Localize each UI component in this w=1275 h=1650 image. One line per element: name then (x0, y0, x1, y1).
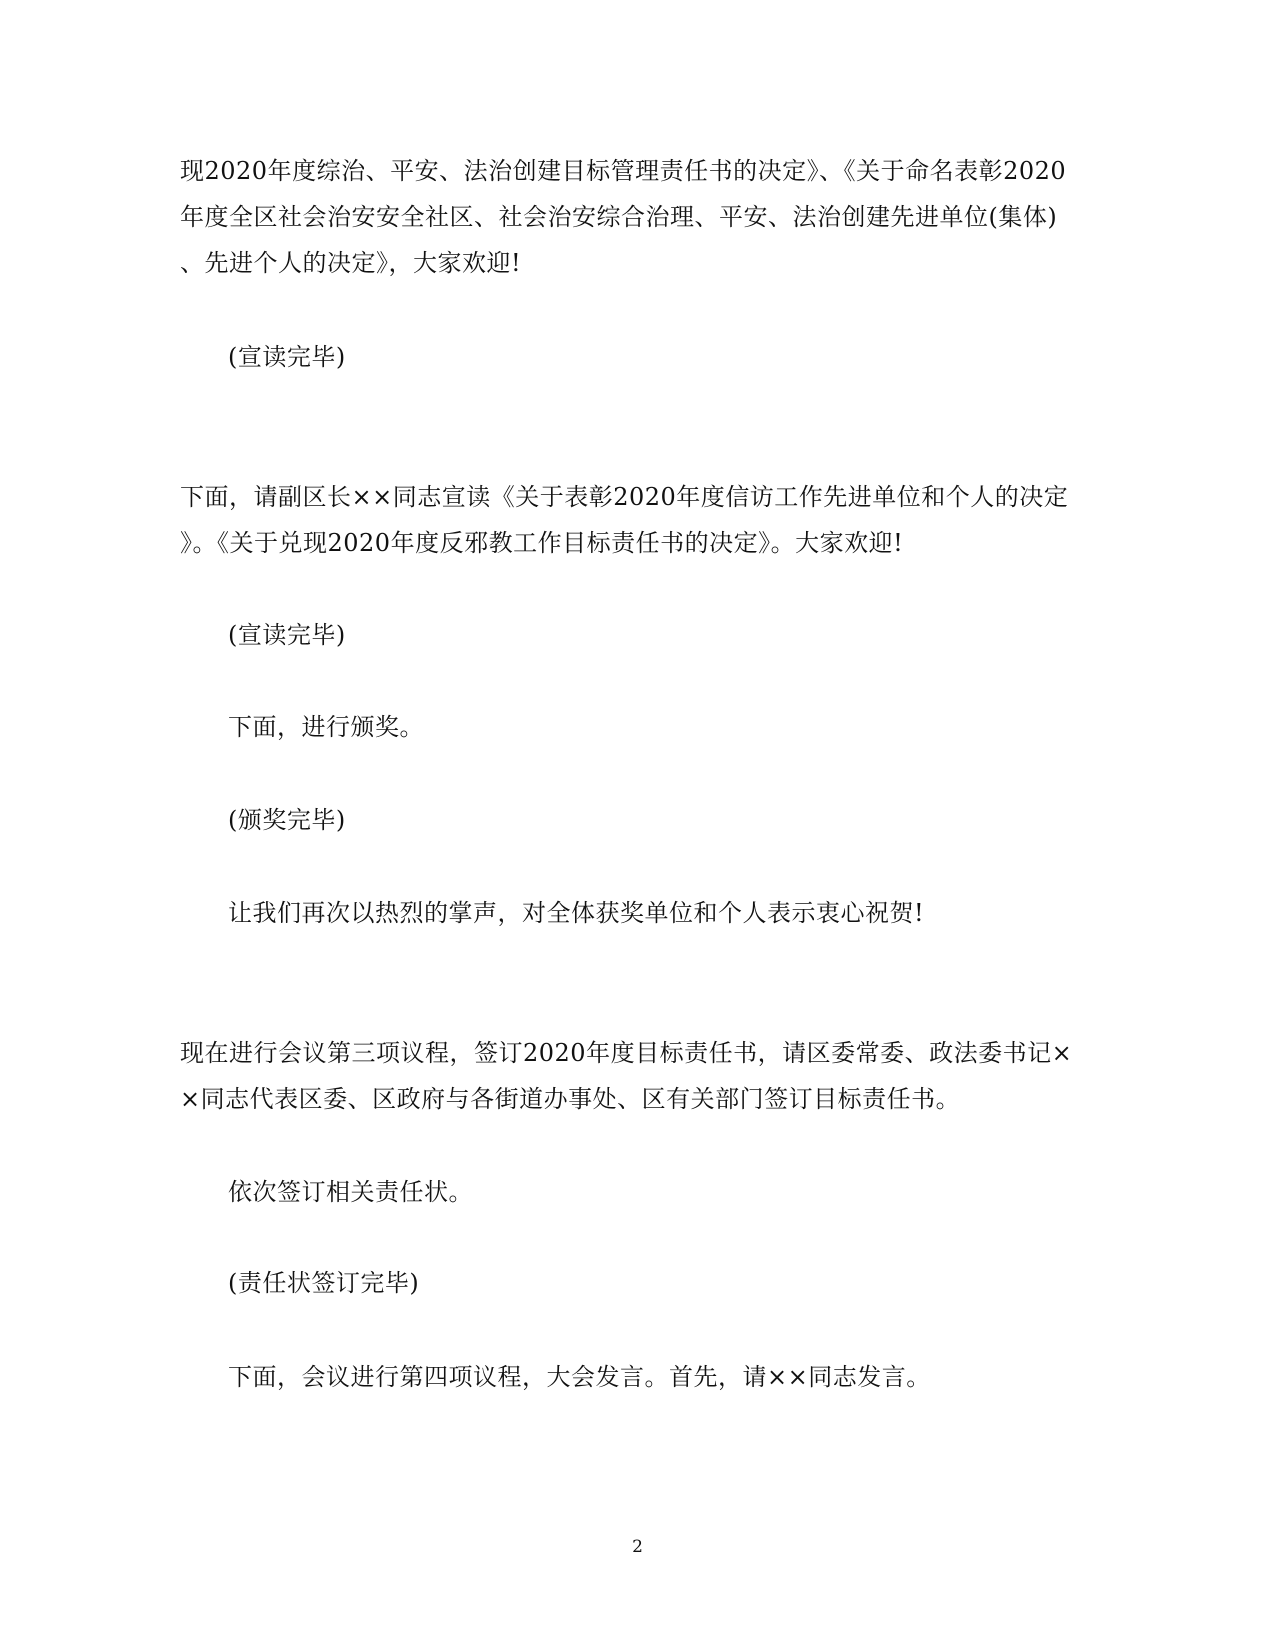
paragraph-3-line-2: 》。《关于兑现2020年度反邪教工作目标责任书的决定》。大家欢迎! (180, 529, 904, 557)
paragraph-4-line-1: (宣读完毕) (228, 621, 346, 649)
paragraph-1-line-2: 年度全区社会治安安全社区、社会治安综合治理、平安、法治创建先进单位(集体) (180, 203, 1058, 231)
paragraph-9-line-1: 依次签订相关责任状。 (228, 1178, 473, 1206)
paragraph-11-line-1: 下面，会议进行第四项议程，大会发言。首先，请××同志发言。 (228, 1363, 931, 1391)
paragraph-8-line-2: ×同志代表区委、区政府与各街道办事处、区有关部门签订目标责任书。 (180, 1085, 961, 1113)
paragraph-3-line-1: 下面，请副区长××同志宣读《关于表彰2020年度信访工作先进单位和个人的决定 (180, 483, 1069, 511)
page-number: 2 (632, 1537, 643, 1557)
paragraph-10-line-1: (责任状签订完毕) (228, 1269, 420, 1297)
paragraph-5-line-1: 下面，进行颁奖。 (228, 713, 424, 741)
paragraph-2-line-1: (宣读完毕) (228, 343, 346, 371)
paragraph-1-line-3: 、先进个人的决定》，大家欢迎! (180, 249, 522, 277)
paragraph-8-line-1: 现在进行会议第三项议程，签订2020年度目标责任书，请区委常委、政法委书记× (180, 1039, 1073, 1067)
paragraph-6-line-1: (颁奖完毕) (228, 806, 346, 834)
paragraph-7-line-1: 让我们再次以热烈的掌声，对全体获奖单位和个人表示衷心祝贺! (228, 899, 925, 927)
paragraph-1-line-1: 现2020年度综治、平安、法治创建目标管理责任书的决定》、《关于命名表彰2020 (180, 157, 1067, 185)
